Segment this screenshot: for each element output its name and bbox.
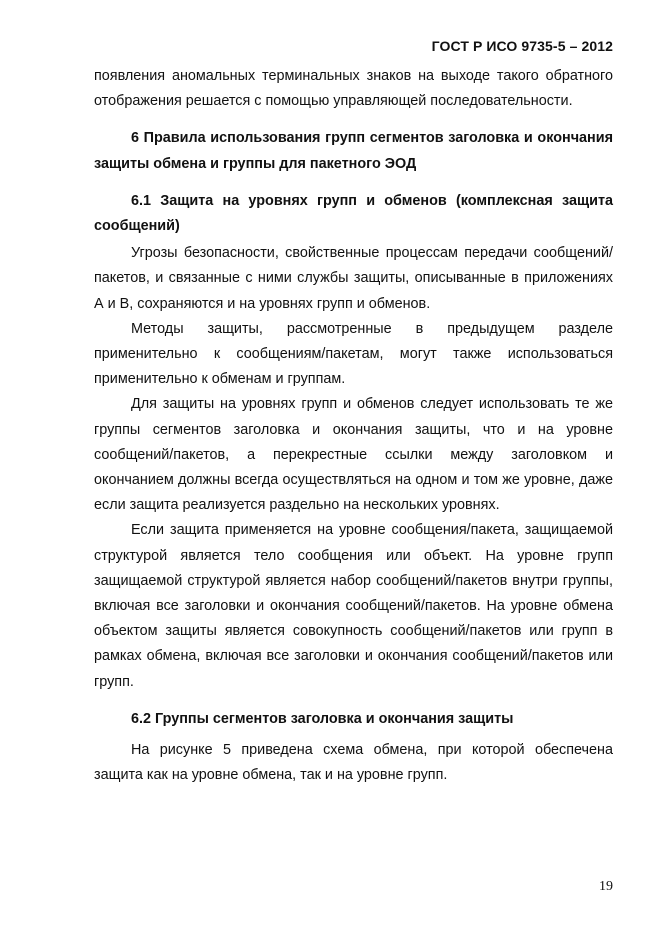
intro-paragraph: появления аномальных терминальных знаков на выходе такого обратного отображения решается с помощью управляющей последовательности. [94, 68, 613, 110]
paragraph-protected-structure: Если защита применяется на уровне сообщения/пакета, защищаемой структурой является тело сообщения или объект. На уровне групп защищаемой структурой является набор сообщений/пакетов внутри группы, включая все заголовки и окончания сообщений/пакетов. На уровне обмена объектом защиты является совокупность сообщений/пакетов или групп в рамках обмена, включая все заголовки и окончания сообщений/пакетов или групп. [94, 522, 613, 690]
page-content [94, 64, 613, 788]
paragraph-threats: Угрозы безопасности, свойственные процессам передачи сообщений/пакетов, и связанные с ними службы защиты, описыванные в приложениях А и В, сохраняются и на уровнях групп и обменов. [94, 245, 613, 312]
page-number: 19 [599, 879, 613, 894]
section-6-heading: 6 Правила использования групп сегментов заголовка и окончания защиты обмена и группы для пакетного ЭОД [94, 130, 613, 172]
paragraph-segment-groups: Для защиты на уровнях групп и обменов следует использовать те же группы сегментов заголовка и окончания защиты, что и на уровне сообщений/пакетов, а перекрестные ссылки между заголовком и окончанием должны всегда осуществляться на одном и том же уровне, даже если защита реализуется раздельно на нескольких уровнях. [94, 396, 613, 514]
paragraph-methods: Методы защиты, рассмотренные в предыдущем разделе применительно к сообщениям/пакетам, могут также использоваться применительно к обменам и группам. [94, 320, 613, 388]
paragraph-figure-5: На рисунке 5 приведена схема обмена, при которой обеспечена защита как на уровне обмена, так и на уровне групп. [94, 742, 613, 784]
section-6-2-heading: 6.2 Группы сегментов заголовка и окончания защиты [131, 710, 514, 727]
section-6-1-heading: 6.1 Защита на уровнях групп и обменов (комплексная защита сообщений) [94, 192, 613, 235]
standard-header: ГОСТ Р ИСО 9735-5 – 2012 [431, 38, 613, 54]
